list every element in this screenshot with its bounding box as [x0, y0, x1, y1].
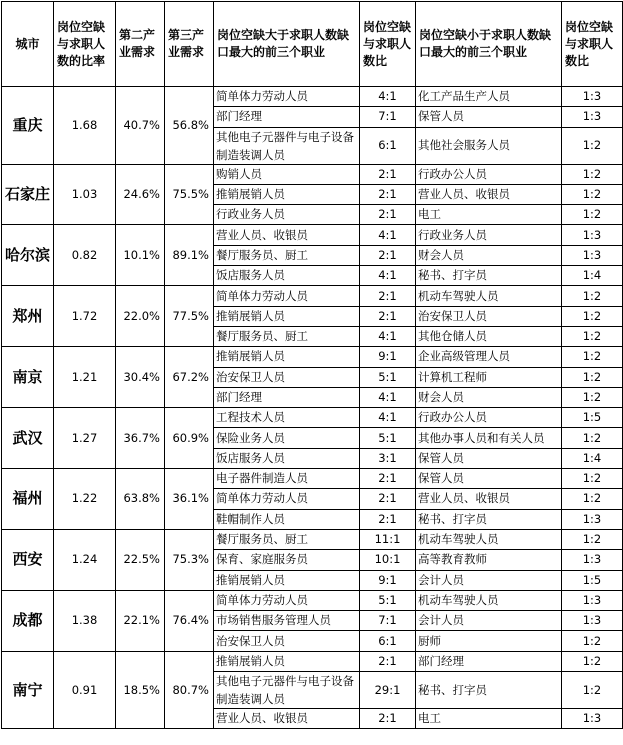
surplus-job-cell: 秘书、打字员 [416, 509, 562, 529]
header-tertiary: 第三产业需求 [165, 2, 214, 87]
secondary-cell: 22.1% [116, 590, 165, 651]
surplus-job-cell: 企业高级管理人员 [416, 347, 562, 367]
shortage-ratio-cell: 2:1 [360, 306, 416, 326]
secondary-cell: 30.4% [116, 347, 165, 408]
shortage-ratio-cell: 5:1 [360, 367, 416, 387]
shortage-ratio-cell: 2:1 [360, 286, 416, 306]
surplus-job-cell: 会计人员 [416, 570, 562, 590]
surplus-ratio-cell: 1:2 [562, 127, 623, 164]
header-ratio: 岗位空缺与求职人数的比率 [54, 2, 116, 87]
table-row [2, 87, 623, 107]
table-row [2, 529, 623, 549]
table-row [2, 164, 623, 184]
surplus-ratio-cell: 1:3 [562, 509, 623, 529]
shortage-job-cell: 推销展销人员 [214, 651, 360, 671]
surplus-ratio-cell: 1:4 [562, 266, 623, 286]
header-shortage-jobs: 岗位空缺大于求职人数缺口最大的前三个职业 [214, 2, 360, 87]
shortage-job-cell: 鞋帽制作人员 [214, 509, 360, 529]
surplus-ratio-cell: 1:5 [562, 408, 623, 428]
table-row [2, 286, 623, 306]
shortage-job-cell: 其他电子元器件与电子设备制造装调人员 [214, 127, 360, 164]
shortage-job-cell: 行政业务人员 [214, 205, 360, 225]
shortage-job-cell: 餐厅服务员、厨工 [214, 529, 360, 549]
secondary-cell: 22.5% [116, 529, 165, 590]
surplus-job-cell: 治安保卫人员 [416, 306, 562, 326]
table-row [2, 651, 623, 671]
tertiary-cell: 77.5% [165, 286, 214, 347]
surplus-job-cell: 财会人员 [416, 245, 562, 265]
shortage-job-cell: 治安保卫人员 [214, 631, 360, 651]
header-secondary: 第二产业需求 [116, 2, 165, 87]
surplus-ratio-cell: 1:3 [562, 107, 623, 127]
shortage-ratio-cell: 9:1 [360, 347, 416, 367]
surplus-job-cell: 财会人员 [416, 387, 562, 407]
shortage-ratio-cell: 2:1 [360, 489, 416, 509]
shortage-job-cell: 推销展销人员 [214, 570, 360, 590]
surplus-ratio-cell: 1:2 [562, 428, 623, 448]
table-row [2, 590, 623, 610]
shortage-job-cell: 其他电子元器件与电子设备制造装调人员 [214, 672, 360, 709]
surplus-job-cell: 行政办公人员 [416, 408, 562, 428]
surplus-ratio-cell: 1:2 [562, 672, 623, 709]
city-cell: 重庆 [2, 87, 54, 165]
surplus-job-cell: 保管人员 [416, 469, 562, 489]
header-row [2, 2, 623, 87]
shortage-ratio-cell: 2:1 [360, 509, 416, 529]
shortage-ratio-cell: 2:1 [360, 469, 416, 489]
city-cell: 石家庄 [2, 164, 54, 225]
surplus-ratio-cell: 1:3 [562, 245, 623, 265]
surplus-job-cell: 其他办事人员和有关人员 [416, 428, 562, 448]
shortage-job-cell: 部门经理 [214, 107, 360, 127]
shortage-ratio-cell: 9:1 [360, 570, 416, 590]
tertiary-cell: 76.4% [165, 590, 214, 651]
surplus-job-cell: 其他社会服务人员 [416, 127, 562, 164]
ratio-cell: 1.22 [54, 469, 116, 530]
shortage-job-cell: 部门经理 [214, 387, 360, 407]
surplus-ratio-cell: 1:2 [562, 631, 623, 651]
ratio-cell: 1.38 [54, 590, 116, 651]
surplus-job-cell: 秘书、打字员 [416, 266, 562, 286]
surplus-ratio-cell: 1:3 [562, 611, 623, 631]
ratio-cell: 1.72 [54, 286, 116, 347]
surplus-ratio-cell: 1:4 [562, 448, 623, 468]
shortage-job-cell: 简单体力劳动人员 [214, 87, 360, 107]
tertiary-cell: 80.7% [165, 651, 214, 729]
surplus-ratio-cell: 1:2 [562, 469, 623, 489]
shortage-ratio-cell: 2:1 [360, 651, 416, 671]
surplus-job-cell: 会计人员 [416, 611, 562, 631]
surplus-ratio-cell: 1:3 [562, 87, 623, 107]
surplus-ratio-cell: 1:3 [562, 709, 623, 729]
shortage-ratio-cell: 11:1 [360, 529, 416, 549]
shortage-job-cell: 营业人员、收银员 [214, 709, 360, 729]
shortage-job-cell: 简单体力劳动人员 [214, 489, 360, 509]
surplus-ratio-cell: 1:2 [562, 306, 623, 326]
surplus-ratio-cell: 1:2 [562, 367, 623, 387]
tertiary-cell: 56.8% [165, 87, 214, 165]
surplus-job-cell: 保管人员 [416, 107, 562, 127]
surplus-ratio-cell: 1:2 [562, 387, 623, 407]
secondary-cell: 40.7% [116, 87, 165, 165]
shortage-job-cell: 营业人员、收银员 [214, 225, 360, 245]
surplus-ratio-cell: 1:2 [562, 347, 623, 367]
shortage-job-cell: 餐厅服务员、厨工 [214, 245, 360, 265]
shortage-ratio-cell: 5:1 [360, 428, 416, 448]
surplus-ratio-cell: 1:2 [562, 164, 623, 184]
ratio-cell: 1.27 [54, 408, 116, 469]
table-row [2, 347, 623, 367]
shortage-job-cell: 简单体力劳动人员 [214, 286, 360, 306]
surplus-job-cell: 机动车驾驶人员 [416, 590, 562, 610]
city-cell: 福州 [2, 469, 54, 530]
shortage-job-cell: 饭店服务人员 [214, 448, 360, 468]
surplus-job-cell: 高等教育教师 [416, 550, 562, 570]
shortage-ratio-cell: 4:1 [360, 387, 416, 407]
shortage-job-cell: 简单体力劳动人员 [214, 590, 360, 610]
shortage-ratio-cell: 4:1 [360, 87, 416, 107]
shortage-ratio-cell: 6:1 [360, 127, 416, 164]
surplus-ratio-cell: 1:2 [562, 651, 623, 671]
surplus-job-cell: 电工 [416, 205, 562, 225]
surplus-job-cell: 营业人员、收银员 [416, 489, 562, 509]
shortage-job-cell: 保育、家庭服务员 [214, 550, 360, 570]
tertiary-cell: 75.3% [165, 529, 214, 590]
secondary-cell: 24.6% [116, 164, 165, 225]
city-cell: 西安 [2, 529, 54, 590]
shortage-ratio-cell: 2:1 [360, 709, 416, 729]
city-cell: 武汉 [2, 408, 54, 469]
shortage-ratio-cell: 2:1 [360, 184, 416, 204]
table-row [2, 408, 623, 428]
shortage-ratio-cell: 7:1 [360, 611, 416, 631]
secondary-cell: 63.8% [116, 469, 165, 530]
job-vacancy-table [1, 1, 623, 729]
surplus-job-cell: 行政业务人员 [416, 225, 562, 245]
city-cell: 南宁 [2, 651, 54, 729]
surplus-job-cell: 行政办公人员 [416, 164, 562, 184]
table-row [2, 225, 623, 245]
shortage-job-cell: 餐厅服务员、厨工 [214, 326, 360, 346]
surplus-job-cell: 保管人员 [416, 448, 562, 468]
surplus-ratio-cell: 1:3 [562, 550, 623, 570]
surplus-job-cell: 营业人员、收银员 [416, 184, 562, 204]
shortage-ratio-cell: 3:1 [360, 448, 416, 468]
surplus-ratio-cell: 1:2 [562, 286, 623, 306]
shortage-job-cell: 推销展销人员 [214, 184, 360, 204]
surplus-ratio-cell: 1:2 [562, 529, 623, 549]
surplus-job-cell: 机动车驾驶人员 [416, 529, 562, 549]
shortage-ratio-cell: 4:1 [360, 225, 416, 245]
surplus-ratio-cell: 1:3 [562, 225, 623, 245]
surplus-job-cell: 其他仓储人员 [416, 326, 562, 346]
city-cell: 哈尔滨 [2, 225, 54, 286]
shortage-ratio-cell: 2:1 [360, 245, 416, 265]
ratio-cell: 0.82 [54, 225, 116, 286]
city-cell: 成都 [2, 590, 54, 651]
surplus-ratio-cell: 1:2 [562, 326, 623, 346]
table-row [2, 469, 623, 489]
header-surplus-ratio: 岗位空缺与求职人数比 [562, 2, 623, 87]
surplus-job-cell: 机动车驾驶人员 [416, 286, 562, 306]
header-shortage-ratio: 岗位空缺与求职人数比 [360, 2, 416, 87]
secondary-cell: 22.0% [116, 286, 165, 347]
ratio-cell: 1.68 [54, 87, 116, 165]
shortage-job-cell: 饭店服务人员 [214, 266, 360, 286]
surplus-job-cell: 厨师 [416, 631, 562, 651]
surplus-ratio-cell: 1:5 [562, 570, 623, 590]
shortage-job-cell: 推销展销人员 [214, 347, 360, 367]
surplus-job-cell: 电工 [416, 709, 562, 729]
surplus-job-cell: 计算机工程师 [416, 367, 562, 387]
shortage-ratio-cell: 4:1 [360, 266, 416, 286]
shortage-ratio-cell: 2:1 [360, 164, 416, 184]
header-city: 城市 [2, 2, 54, 87]
surplus-ratio-cell: 1:2 [562, 184, 623, 204]
tertiary-cell: 75.5% [165, 164, 214, 225]
surplus-ratio-cell: 1:2 [562, 205, 623, 225]
shortage-ratio-cell: 6:1 [360, 631, 416, 651]
shortage-ratio-cell: 7:1 [360, 107, 416, 127]
shortage-ratio-cell: 10:1 [360, 550, 416, 570]
shortage-ratio-cell: 4:1 [360, 326, 416, 346]
shortage-ratio-cell: 2:1 [360, 205, 416, 225]
shortage-job-cell: 保险业务人员 [214, 428, 360, 448]
tertiary-cell: 36.1% [165, 469, 214, 530]
shortage-job-cell: 治安保卫人员 [214, 367, 360, 387]
shortage-job-cell: 市场销售服务管理人员 [214, 611, 360, 631]
surplus-job-cell: 部门经理 [416, 651, 562, 671]
surplus-job-cell: 秘书、打字员 [416, 672, 562, 709]
ratio-cell: 1.03 [54, 164, 116, 225]
shortage-job-cell: 推销展销人员 [214, 306, 360, 326]
shortage-ratio-cell: 5:1 [360, 590, 416, 610]
table-body [2, 87, 623, 729]
secondary-cell: 18.5% [116, 651, 165, 729]
tertiary-cell: 89.1% [165, 225, 214, 286]
ratio-cell: 1.21 [54, 347, 116, 408]
surplus-ratio-cell: 1:3 [562, 590, 623, 610]
tertiary-cell: 60.9% [165, 408, 214, 469]
city-cell: 郑州 [2, 286, 54, 347]
shortage-ratio-cell: 29:1 [360, 672, 416, 709]
ratio-cell: 0.91 [54, 651, 116, 729]
secondary-cell: 36.7% [116, 408, 165, 469]
shortage-job-cell: 工程技术人员 [214, 408, 360, 428]
surplus-ratio-cell: 1:2 [562, 489, 623, 509]
header-surplus-jobs: 岗位空缺小于求职人数缺口最大的前三个职业 [416, 2, 562, 87]
tertiary-cell: 67.2% [165, 347, 214, 408]
shortage-job-cell: 电子器件制造人员 [214, 469, 360, 489]
shortage-ratio-cell: 4:1 [360, 408, 416, 428]
city-cell: 南京 [2, 347, 54, 408]
ratio-cell: 1.24 [54, 529, 116, 590]
secondary-cell: 10.1% [116, 225, 165, 286]
surplus-job-cell: 化工产品生产人员 [416, 87, 562, 107]
shortage-job-cell: 购销人员 [214, 164, 360, 184]
